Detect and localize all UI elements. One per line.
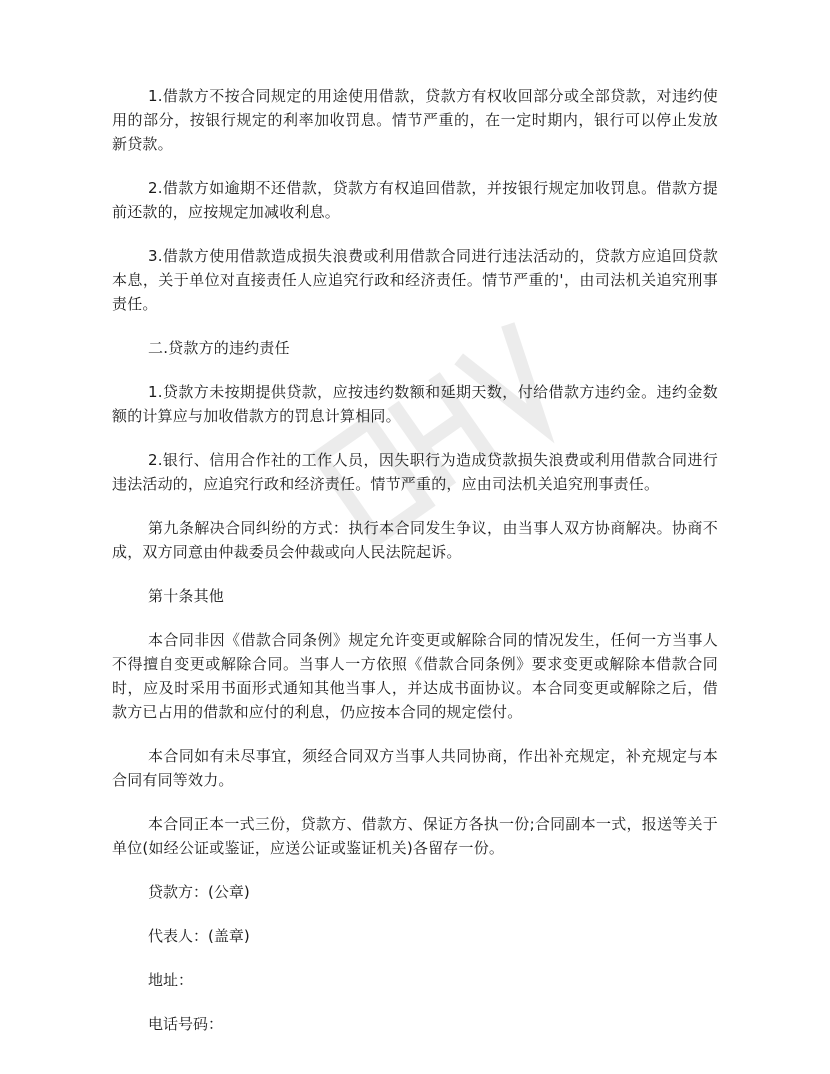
- paragraph-supplement: 本合同如有未尽事宜，须经合同双方当事人共同协商，作出补充规定，补充规定与本合同有同等效力。: [112, 747, 718, 789]
- signature-lender: 贷款方：(公章): [148, 883, 250, 901]
- paragraph-article-9: 第九条解决合同纠纷的方式：执行本合同发生争议，由当事人双方协商解决。协商不成，双方同意由仲裁委员会仲裁或向人民法院起诉。: [112, 519, 718, 561]
- paragraph-lender-late: 1.贷款方未按期提供贷款，应按违约数额和延期天数，付给借款方违约金。违约金数额的计算应与加收借款方的罚息计算相同。: [112, 383, 718, 425]
- section-heading-article-10: 第十条其他: [148, 587, 225, 605]
- paragraph-contract-change: 本合同非因《借款合同条例》规定允许变更或解除合同的情况发生，任何一方当事人不得擅自变更或解除合同。当事人一方依照《借款合同条例》要求变更或解除本借款合同时，应及时采用书面形式通知其他当事人，并达成书面协议。本合同变更或解除之后，借款方已占用的借款和应付的利息，仍应按本合同的规定偿付。: [112, 631, 718, 721]
- signature-phone: 电话号码：: [148, 1015, 224, 1033]
- paragraph-copies: 本合同正本一式三份，贷款方、借款方、保证方各执一份;合同副本一式，报送等关于单位(如经公证或鉴证，应送公证或鉴证机关)各留存一份。: [112, 815, 718, 857]
- paragraph-borrower-overdue: 2.借款方如逾期不还借款，贷款方有权追回借款，并按银行规定加收罚息。借款方提前还款的，应按规定加减收利息。: [112, 179, 718, 221]
- section-heading-lender-liability: 二.贷款方的违约责任: [148, 339, 290, 357]
- document-body: [112, 84, 718, 1056]
- signature-address: 地址：: [148, 971, 194, 989]
- paragraph-borrower-illegal: 3.借款方使用借款造成损失浪费或利用借款合同进行违法活动的，贷款方应追回贷款本息，关于单位对直接责任人应追究行政和经济责任。情节严重的'，由司法机关追究刑事责任。: [112, 247, 718, 313]
- signature-representative: 代表人：(盖章): [148, 927, 250, 945]
- paragraph-borrower-misuse: 1.借款方不按合同规定的用途使用借款，贷款方有权收回部分或全部贷款，对违约使用的部分，按银行规定的利率加收罚息。情节严重的，在一定时期内，银行可以停止发放新贷款。: [112, 87, 718, 153]
- paragraph-staff-liability: 2.银行、信用合作社的工作人员，因失职行为造成贷款损失浪费或利用借款合同进行违法活动的，应追究行政和经济责任。情节严重的，应由司法机关追究刑事责任。: [112, 451, 718, 493]
